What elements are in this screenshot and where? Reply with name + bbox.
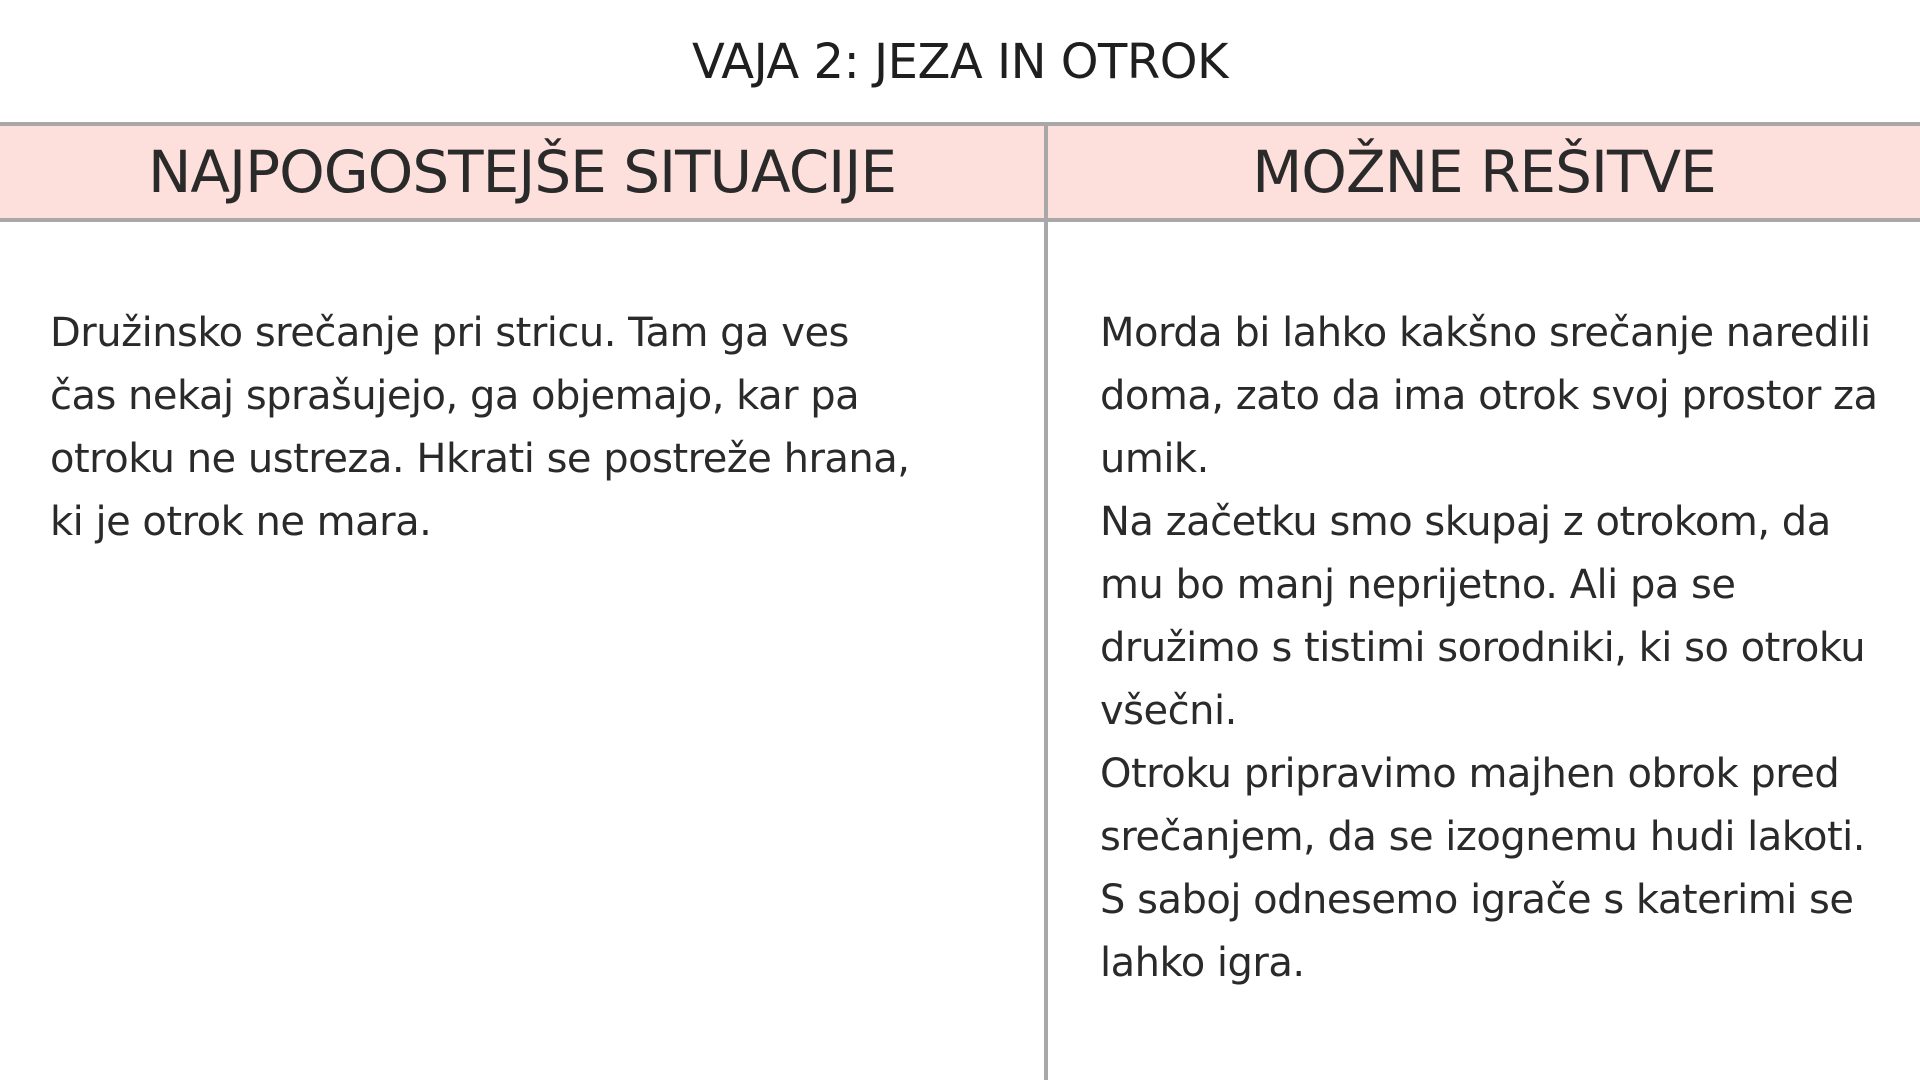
solution-item: Na začetku smo skupaj z otrokom, da mu bo manj neprijetno. Ali pa se družimo s tistimi sorodniki, ki so otroku všečni. [1100, 499, 1866, 734]
situations-solutions-table [0, 122, 1920, 1080]
header-solutions: MOŽNE REŠITVE [1252, 138, 1716, 206]
solutions-cell [1100, 302, 1890, 995]
column-divider [1044, 122, 1048, 1080]
table-header-row [0, 122, 1920, 222]
header-situations: NAJPOGOSTEJŠE SITUACIJE [147, 138, 897, 206]
situation-text: Družinsko srečanje pri stricu. Tam ga ves čas nekaj sprašujejo, ga objemajo, kar pa otroku ne ustreza. Hkrati se postreže hrana, ki je otrok ne mara. [50, 310, 910, 545]
solution-item: S saboj odnesemo igrače s katerimi se lahko igra. [1100, 877, 1854, 986]
solution-item: Otroku pripravimo majhen obrok pred srečanjem, da se izognemu hudi lakoti. [1100, 751, 1866, 860]
solution-item: Morda bi lahko kakšno srečanje naredili doma, zato da ima otrok svoj prostor za umik. [1100, 310, 1878, 482]
page-title: VAJA 2: JEZA IN OTROK [692, 34, 1228, 90]
situations-cell [50, 302, 910, 554]
